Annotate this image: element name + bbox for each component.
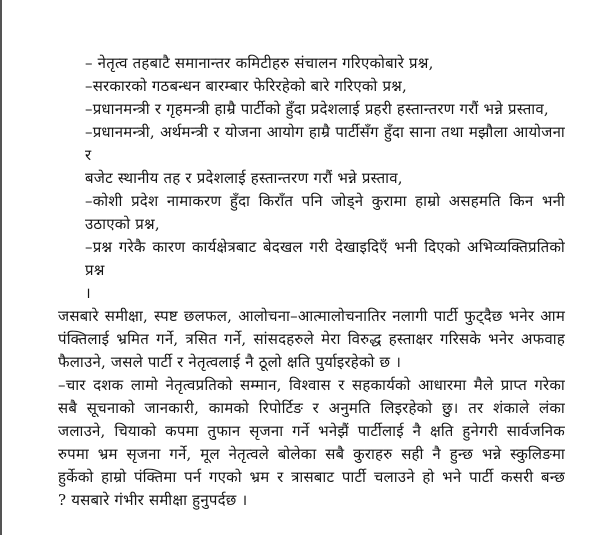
document-text (58, 52, 565, 512)
text-line: –सरकारको गठबन्धन बारम्बार फेरिरहेको बारे गरिएको प्रश्न, (85, 77, 407, 95)
text-line: ? यसबारे गंभीर समीक्षा हुनुपर्दछ । (58, 491, 248, 509)
text-line: –प्रधानमन्त्री र गृहमन्त्री हाम्रै पार्टीको हुँदा प्रदेशलाई प्रहरी हस्तान्तरण गरौं भन्ने प्रस्ताव, (85, 100, 549, 118)
text-line: –कोशी प्रदेश नामाकरण हुँदा किराँत पनि जोड्ने कुरामा हाम्रो असहमति किन भनी (85, 192, 565, 210)
text-line: बजेट स्थानीय तह र प्रदेशलाई हस्तान्तरण गरौं भन्ने प्रस्ताव, (85, 169, 403, 187)
text-line: –चार दशक लामो नेतृत्वप्रतिको सम्मान, विश्वास र सहकार्यको आधारमा मैले प्राप्त गरेका (58, 376, 565, 394)
text-line: फैलाउने, जसले पार्टी र नेतृत्वलाई नै ठूलो क्षति पुर्याइरहेको छ । (58, 353, 402, 371)
text-line: – नेतृत्व तहबाटै समानान्तर कमिटीहरु संचालन गरिएकोबारे प्रश्न, (85, 54, 434, 72)
text-line: रुपमा भ्रम सृजना गर्ने, मूल नेतृत्वले बोलेका सबै कुराहरु सही नै हुन्छ भन्ने स्कुलिङमा (58, 445, 565, 463)
text-line: जसबारे समीक्षा, स्पष्ट छलफल, आलोचना–आत्मालोचनातिर नलागी पार्टी फुट्दैछ भनेर आम (58, 307, 565, 325)
text-line: –प्रश्न गरेकै कारण कार्यक्षेत्रबाट बेदखल गरी देखाइदिएँ भनी दिएको अभिव्यक्तिप्रतिको प्रश्न (85, 238, 565, 279)
text-line: हुर्केको हाम्रो पंक्तिमा पर्न गएको भ्रम र त्रासबाट पार्टी चलाउने हो भने पार्टी कसरी बन्छ (58, 468, 565, 486)
text-line: सबै सूचनाको जानकारी, कामको रिपोर्टिङ र अनुमति लिइरहेको छु। तर शंकाले लंका (58, 399, 565, 417)
page-left-border (0, 0, 2, 535)
text-line: जलाउने, चियाको कपमा तुफान सृजना गर्ने भनेझैं पार्टीलाई नै क्षति हुनेगरी सार्वजनिक (58, 422, 565, 440)
text-line: उठाएको प्रश्न, (85, 215, 160, 233)
text-line: । (85, 284, 91, 302)
text-line: –प्रधानमन्त्री, अर्थमन्त्री र योजना आयोग हाम्रै पार्टीसँग हुँदा साना तथा मझौला आयोजना र (85, 123, 565, 164)
text-line: पंक्तिलाई भ्रमित गर्ने, त्रसित गर्ने, सांसदहरुले मेरा विरुद्ध हस्ताक्षर गरिसके भनेर अफवाह (58, 330, 565, 348)
